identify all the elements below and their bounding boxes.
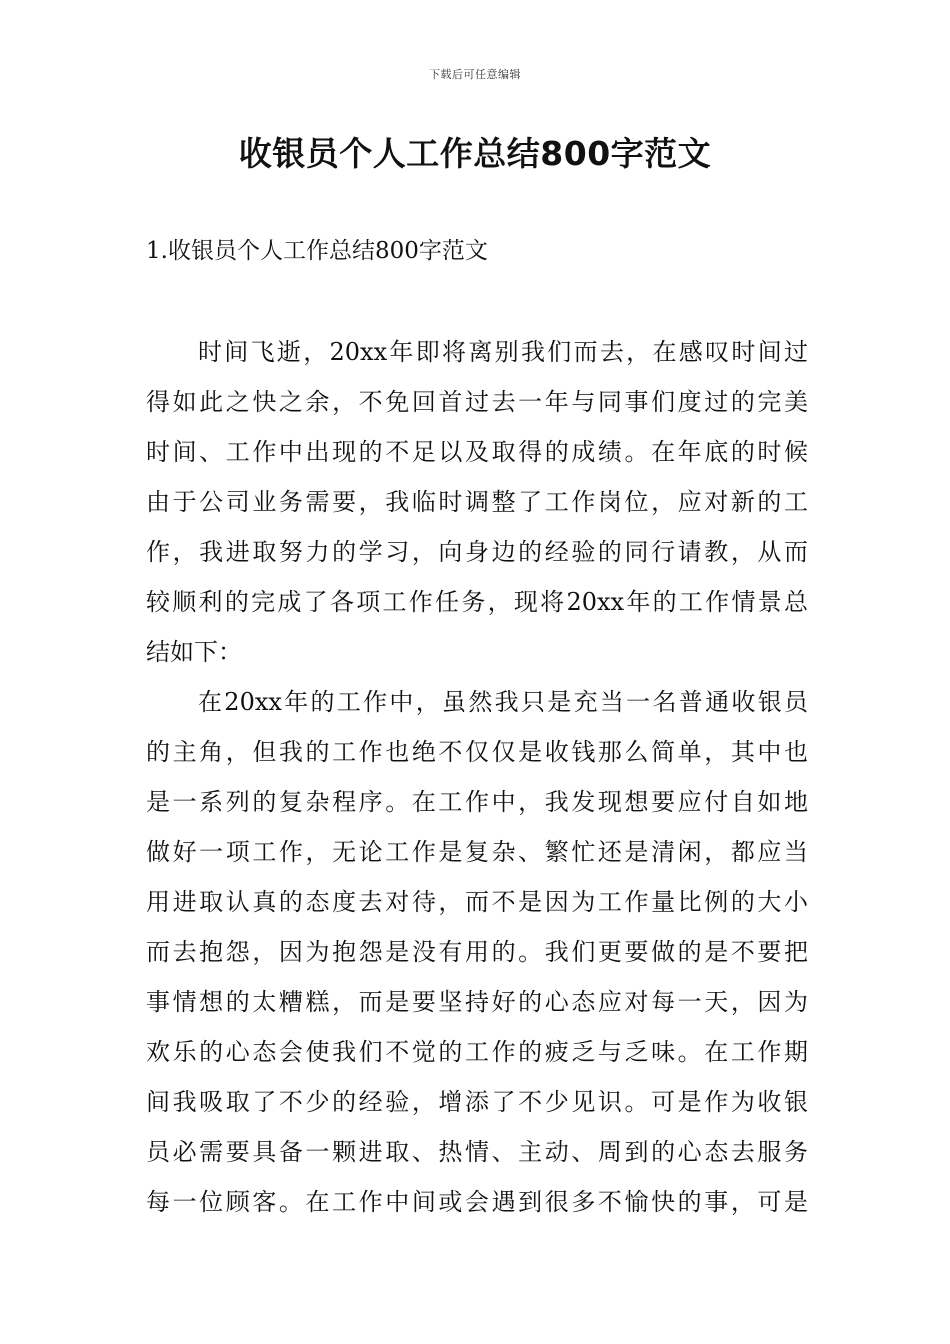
paragraph-line: 间我吸取了不少的经验，增添了不少见识。可是作为收银 [146, 1088, 808, 1116]
paragraph-line: 作，我进取努力的学习，向身边的经验的同行请教，从而 [146, 538, 808, 566]
paragraph-line: 用进取认真的态度去对待，而不是因为工作量比例的大小 [146, 888, 808, 916]
paragraph-line: 员必需要具备一颗进取、热情、主动、周到的心态去服务 [146, 1138, 808, 1166]
paragraph-line: 的主角，但我的工作也绝不仅仅是收钱那么简单，其中也 [146, 738, 808, 766]
paragraph-line: 时间、工作中出现的不足以及取得的成绩。在年底的时候 [146, 438, 808, 466]
paragraph-line: 结如下： [146, 638, 242, 666]
paragraph-line: 欢乐的心态会使我们不觉的工作的疲乏与乏味。在工作期 [146, 1038, 808, 1066]
paragraph-line: 是一系列的复杂程序。在工作中，我发现想要应付自如地 [146, 788, 808, 816]
paragraph-line: 时间飞逝，20xx年即将离别我们而去，在感叹时间过 [198, 338, 808, 366]
paragraph-line: 得如此之快之余，不免回首过去一年与同事们度过的完美 [146, 388, 808, 416]
header-note: 下载后可任意编辑 [429, 68, 521, 81]
section-heading: 1.收银员个人工作总结800字范文 [146, 238, 488, 264]
paragraph-line: 而去抱怨，因为抱怨是没有用的。我们更要做的是不要把 [146, 938, 808, 966]
paragraph-line: 由于公司业务需要，我临时调整了工作岗位，应对新的工 [146, 488, 808, 516]
paragraph-line: 事情想的太糟糕，而是要坚持好的心态应对每一天，因为 [146, 988, 808, 1016]
paragraph-line: 每一位顾客。在工作中间或会遇到很多不愉快的事，可是 [146, 1188, 808, 1216]
body-text [146, 327, 808, 1227]
paragraph-line: 做好一项工作，无论工作是复杂、繁忙还是清闲，都应当 [146, 838, 808, 866]
paragraph-2 [146, 677, 808, 1227]
document-title: 收银员个人工作总结800字范文 [238, 134, 712, 173]
paragraph-1 [146, 327, 808, 677]
paragraph-line: 在20xx年的工作中，虽然我只是充当一名普通收银员 [198, 688, 808, 716]
paragraph-line: 较顺利的完成了各项工作任务，现将20xx年的工作情景总 [146, 588, 808, 616]
